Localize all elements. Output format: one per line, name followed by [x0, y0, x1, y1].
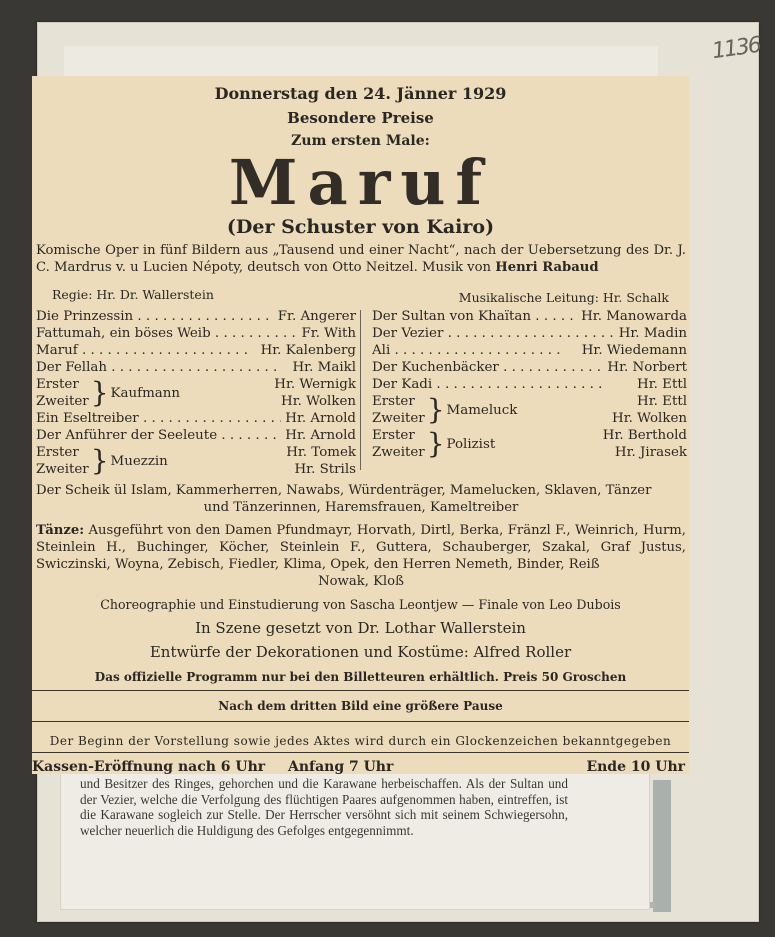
- staging-credit: In Szene gesetzt von Dr. Lothar Wallerstein: [195, 619, 526, 637]
- prices-line: Besondere Preise: [287, 109, 434, 127]
- brace-icon: }: [90, 376, 109, 409]
- opera-description: [36, 242, 686, 276]
- cast-row: Der Sultan von Khaïtan . . . Hr. Manowarda: [372, 308, 687, 325]
- cast-list-right: [372, 308, 687, 461]
- article-text: und Besitzer des Ringes, gehorchen und die Karawane herbeischaffen. Als der Sultan und der Vezier, welche die Verfolgung des flüchtigen Paares aufgenommen haben, eintreffen, ist die Karawane sogleich zur Stelle. Der Herrscher versöhnt sich mit seinem Schwiegersohn, welcher neuerlich die Huldigung des Gefolges entgegennimmt.: [80, 776, 568, 838]
- cast-group-muezzin: Erster Zweiter } Muezzin Hr. Tomek Hr. Strils: [36, 444, 356, 477]
- end-time: Ende 10 Uhr: [586, 759, 685, 775]
- cast-row: Der Vezier . . . Hr. Madin: [372, 325, 687, 342]
- column-divider: [360, 310, 361, 470]
- divider: [32, 752, 689, 753]
- divider: [32, 721, 689, 722]
- start-time: Anfang 7 Uhr: [288, 759, 394, 775]
- conductor-credit: Musikalische Leitung: Hr. Schalk: [458, 290, 669, 305]
- dances-label: Tänze:: [36, 523, 85, 538]
- extras-list: Der Scheik ül Islam, Kammerherren, Nawabs, Würdenträger, Mamelucken, Sklaven, Tänzer und Tänzerinnen, Haremsfrauen, Kameltreiber: [36, 483, 652, 515]
- cast-row: Ali . . . Hr. Wiedemann: [372, 342, 687, 359]
- dancers-list: Tänze: Ausgeführt von den Damen Pfundmayr, Horvath, Dirtl, Berka, Fränzl F., Weinrich, Hurm, Steinlein H., Buchinger, Köcher, Steinlein F., Guttera, Schauberger, Szakal, Graf Justus, Swiczinski, Woyna, Zebisch, Fiedler, Klima, Opek, den Herren Nemeth, Binder, Reiß Nowak, Kloß: [36, 523, 686, 589]
- opera-title: Maruf: [228, 146, 493, 219]
- date-line: Donnerstag den 24. Jänner 1929: [214, 84, 507, 103]
- cast-row: Der Kadi . . . Hr. Ettl: [372, 376, 687, 393]
- pause-note: Nach dem dritten Bild eine größere Pause: [218, 699, 503, 713]
- cast-row: Die Prinzessin . . . Fr. Angerer: [36, 308, 356, 325]
- cast-row: Der Kuchenbäcker . . . Hr. Norbert: [372, 359, 687, 376]
- bell-note: Der Beginn der Vorstellung sowie jedes Aktes wird durch ein Glockenzeichen bekanntgegeben: [49, 734, 672, 748]
- grey-paper-strip: [653, 780, 671, 912]
- director-credit: Regie: Hr. Dr. Wallerstein: [52, 287, 214, 302]
- composer-name: Henri Rabaud: [495, 260, 599, 275]
- program-note: Das offizielle Programm nur bei den Billetteuren erhältlich. Preis 50 Groschen: [94, 670, 627, 684]
- opera-subtitle: (Der Schuster von Kairo): [226, 216, 495, 238]
- cast-row: Der Anführer der Seeleute . . . Hr. Arnold: [36, 427, 356, 444]
- cast-group-mameluck: Erster Zweiter } Mameluck Hr. Ettl Hr. Wolken: [372, 393, 687, 426]
- choreography-credit: Choreographie und Einstudierung von Sascha Leontjew — Finale von Leo Dubois: [100, 597, 621, 612]
- description-text: Komische Oper in fünf Bildern aus „Tausend und einer Nacht“, nach der Uebersetzung des Dr. J. C. Mardrus v. u Lucien Népoty, deutsch von Otto Neitzel. Musik von: [36, 243, 686, 275]
- cast-row: Ein Eseltreiber . . . Hr. Arnold: [36, 410, 356, 427]
- design-credit: Entwürfe der Dekorationen und Kostüme: Alfred Roller: [149, 643, 572, 661]
- cast-group-polizist: Erster Zweiter } Polizist Hr. Berthold Hr. Jirasek: [372, 427, 687, 460]
- brace-icon: }: [90, 444, 109, 477]
- brace-icon: }: [426, 393, 445, 426]
- divider: [32, 690, 689, 691]
- cast-group-kaufmann: Erster Zweiter } Kaufmann Hr. Wernigk Hr. Wolken: [36, 376, 356, 409]
- handwritten-archive-number: 1136: [710, 32, 762, 65]
- first-time-line: Zum ersten Male:: [291, 133, 430, 149]
- cast-list-left: [36, 308, 356, 478]
- cast-row: Fattumah, ein böses Weib . . . Fr. With: [36, 325, 356, 342]
- brace-icon: }: [426, 427, 445, 460]
- cast-row: Der Fellah . . . Hr. Maikl: [36, 359, 356, 376]
- playbill-clipping: [32, 76, 689, 774]
- cast-row: Maruf . . . Hr. Kalenberg: [36, 342, 356, 359]
- box-office-time: Kassen-Eröffnung nach 6 Uhr: [32, 759, 266, 775]
